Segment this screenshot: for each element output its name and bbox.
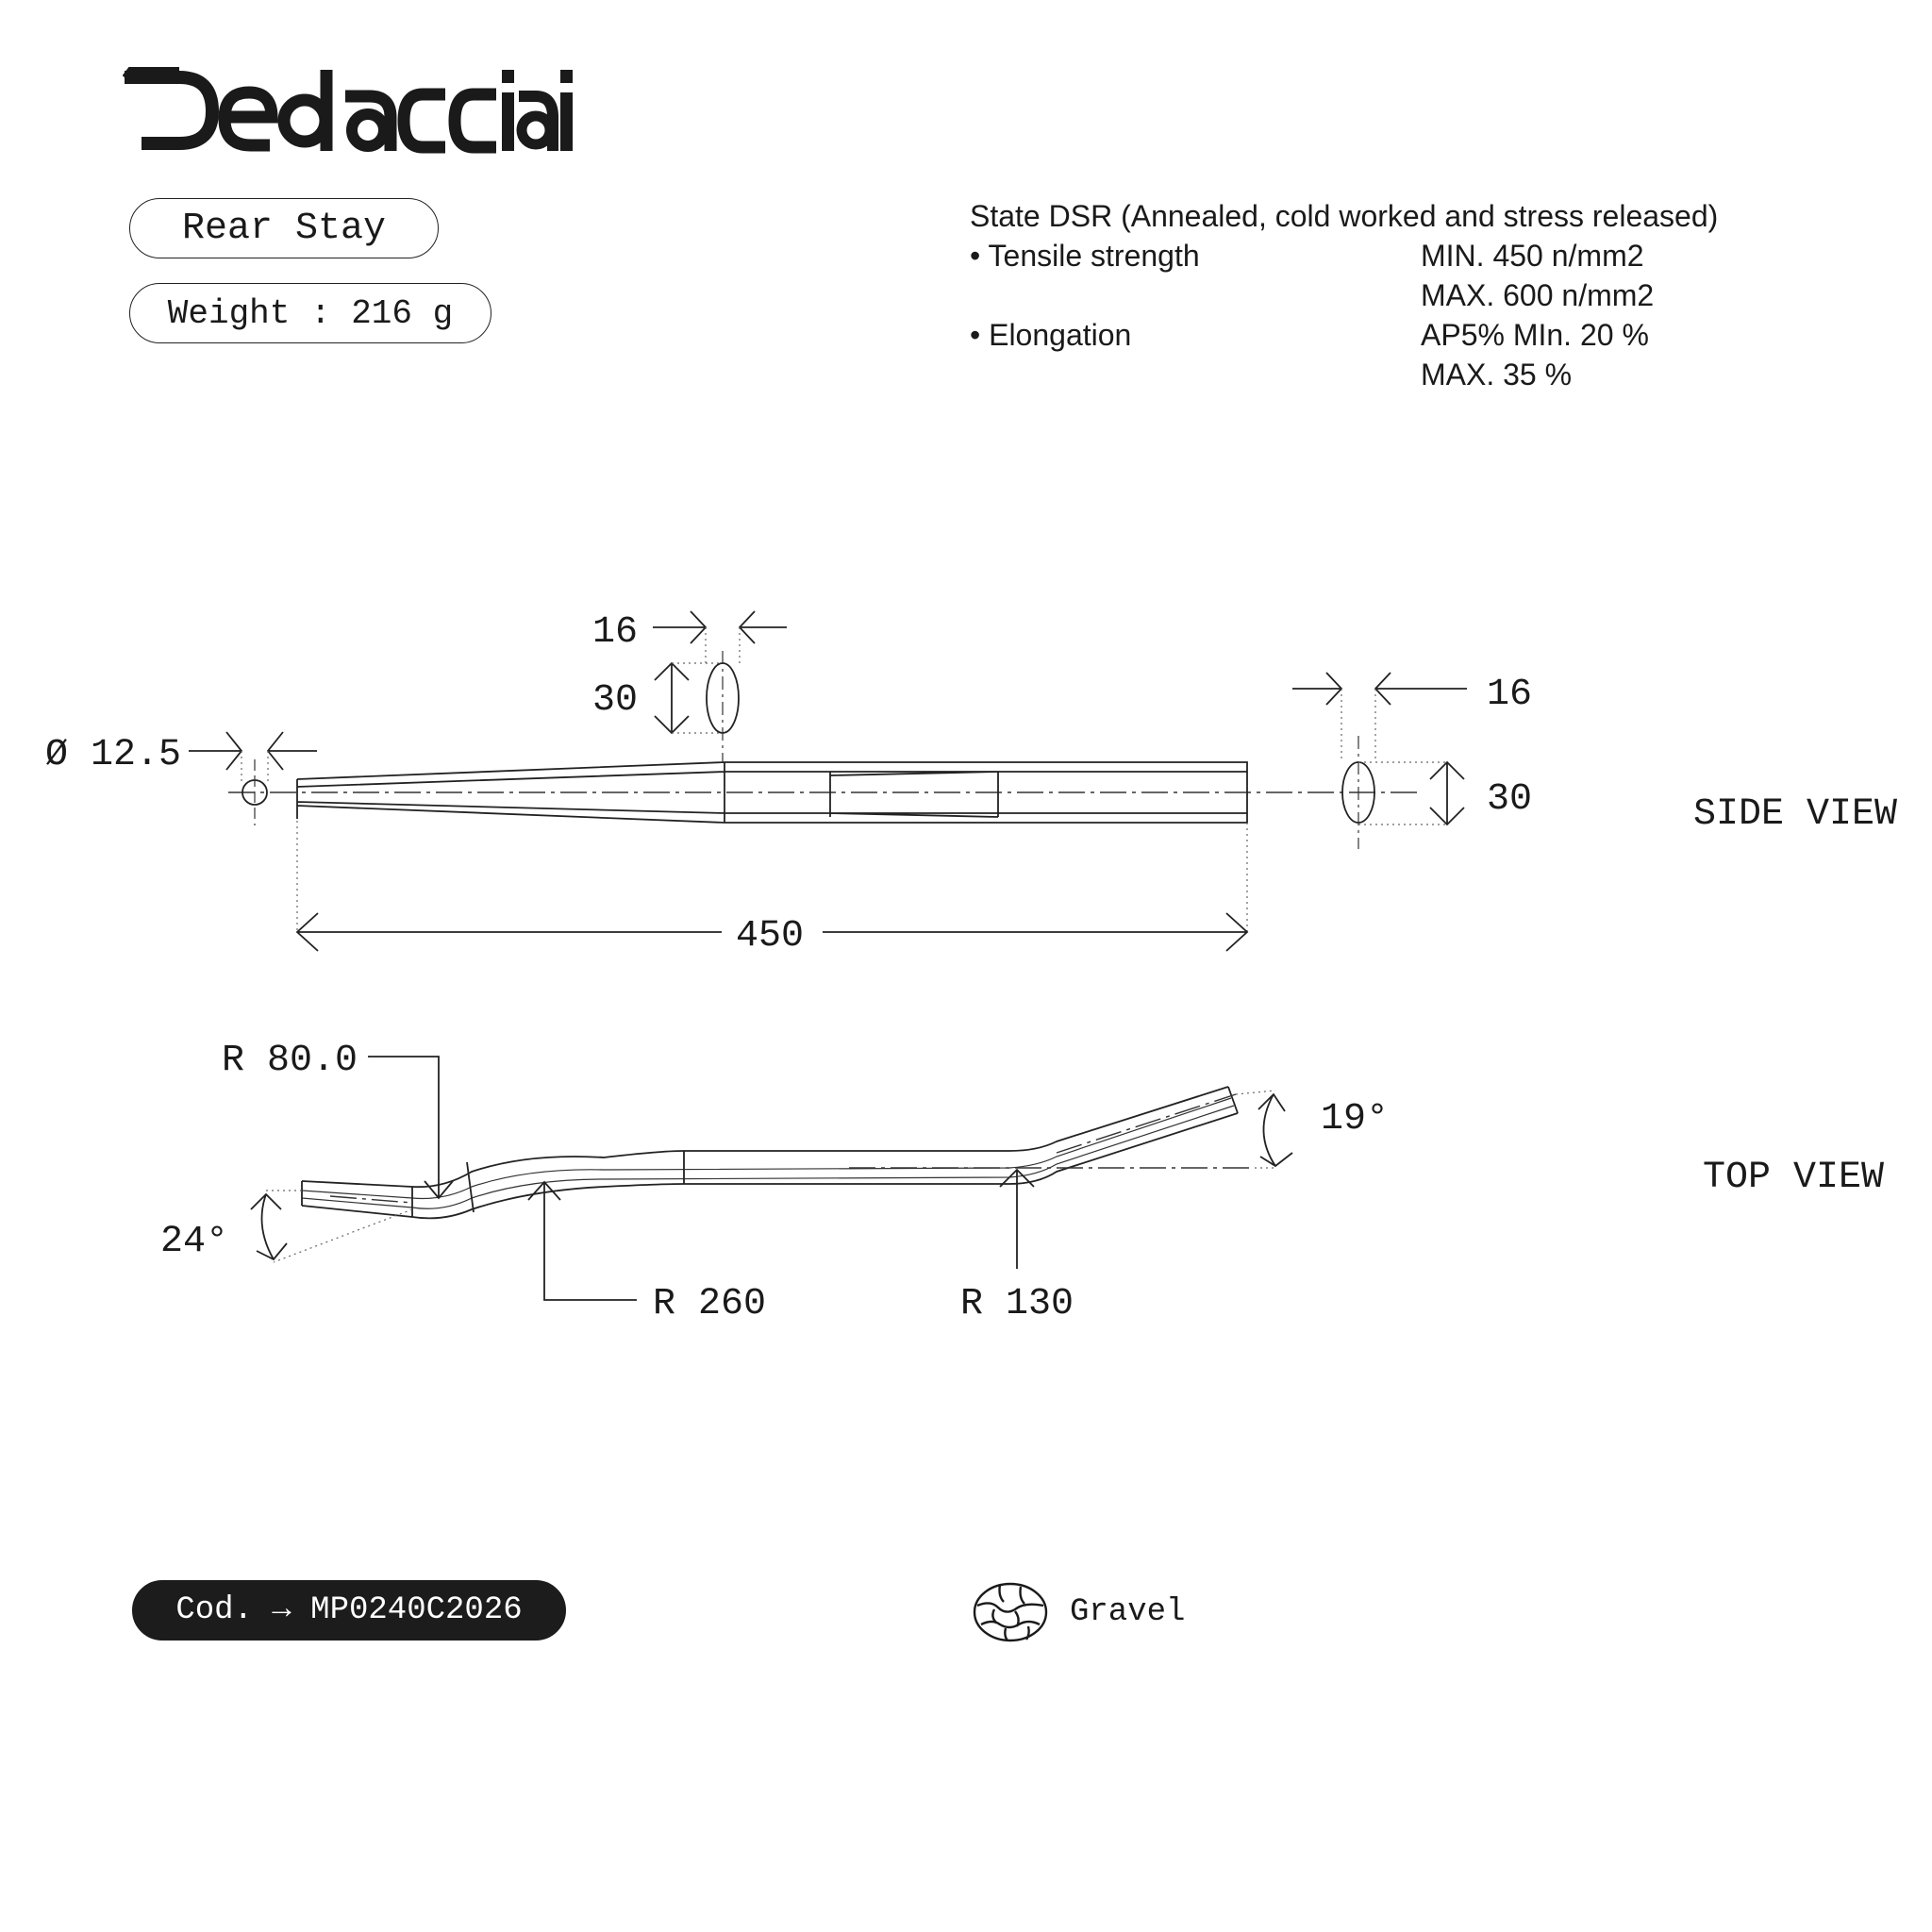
end-width-label: 16 <box>1487 674 1533 716</box>
side-view <box>45 611 1897 958</box>
mid-width-dimension <box>592 611 787 663</box>
radius-1-dimension <box>222 1040 453 1198</box>
radius-2-label: R 260 <box>653 1283 767 1325</box>
angle-left-dimension <box>160 1191 412 1263</box>
diameter-dimension <box>45 732 317 783</box>
spec-elongation-min: AP5% MIn. 20 % <box>1421 318 1649 352</box>
diameter-label: Ø 12.5 <box>45 734 182 776</box>
product-title: Rear Stay <box>181 207 387 250</box>
radius-1-label: R 80.0 <box>222 1040 358 1082</box>
mid-height-label: 30 <box>592 679 639 722</box>
angle-right-label: 19° <box>1321 1098 1390 1141</box>
end-height-dimension <box>1358 762 1532 824</box>
top-tube-outline-upper <box>302 1087 1228 1187</box>
spec-tensile-max: MAX. 600 n/mm2 <box>1421 278 1655 312</box>
end-height-label: 30 <box>1487 778 1533 821</box>
radius-3-label: R 130 <box>960 1283 1074 1325</box>
top-view-label: TOP VIEW <box>1703 1157 1885 1199</box>
spec-tensile-label: • Tensile strength <box>970 239 1200 273</box>
gravel-icon <box>972 1581 1049 1643</box>
length-dimension <box>297 821 1247 958</box>
top-view <box>160 1040 1884 1325</box>
spec-elongation-label: • Elongation <box>970 318 1132 352</box>
product-code: Cod. → MP0240C2026 <box>175 1592 523 1628</box>
angle-right-dimension <box>1236 1091 1389 1168</box>
side-view-label: SIDE VIEW <box>1693 793 1898 836</box>
radius-3-dimension <box>960 1170 1074 1325</box>
mid-height-dimension <box>592 663 723 733</box>
radius-2-dimension <box>528 1182 766 1325</box>
category-label: Gravel <box>1070 1594 1186 1630</box>
spec-tensile-min: MIN. 450 n/mm2 <box>1421 239 1644 273</box>
mid-width-label: 16 <box>592 611 639 654</box>
weight-label: Weight : 216 g <box>167 293 454 333</box>
spec-state: State DSR (Annealed, cold worked and stress released) <box>970 199 1719 233</box>
spec-elongation-max: MAX. 35 % <box>1421 358 1573 391</box>
end-width-dimension <box>1292 673 1532 762</box>
length-label: 450 <box>736 915 805 958</box>
category-gravel <box>972 1581 1185 1643</box>
angle-left-label: 24° <box>160 1221 229 1263</box>
